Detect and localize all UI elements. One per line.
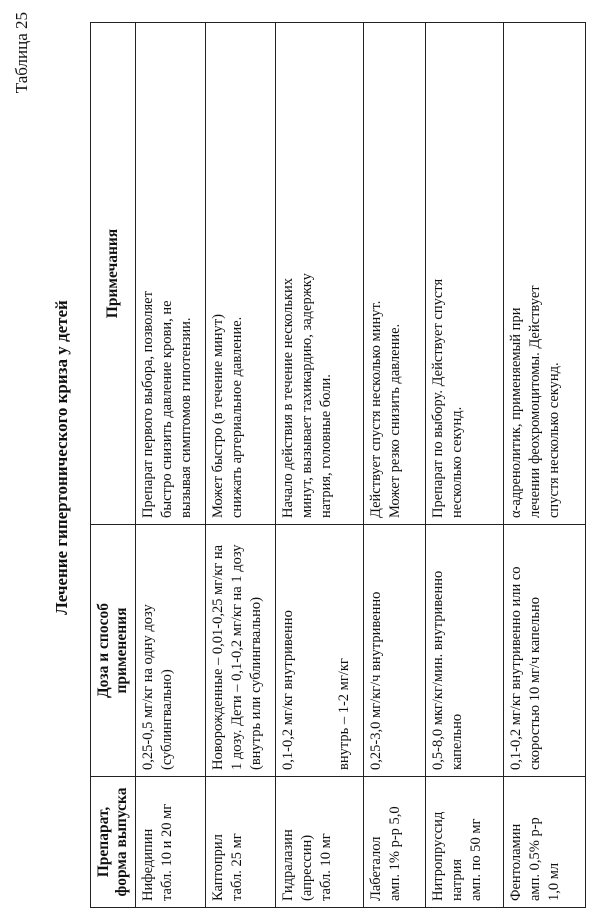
drug-form: табл. 10 мг — [317, 833, 334, 901]
notes-cell — [205, 23, 275, 525]
notes-line: Может быстро (в течение минут) — [209, 314, 226, 518]
notes-line: несколько секунд. — [448, 406, 465, 518]
notes-line: лечении феохромоцитомы. Действует — [526, 285, 543, 518]
drug-name: Лабеталол — [367, 836, 384, 901]
drug-name-cont: натрия — [448, 858, 465, 901]
notes-cell — [275, 23, 363, 525]
notes-line: Может резко снизить давление. — [386, 323, 403, 518]
drug-form: табл. 10 и 20 мг — [158, 803, 175, 901]
drug-form: амп. 0,5% р-р — [526, 817, 543, 901]
drug-cell — [425, 777, 503, 908]
table-header-row — [91, 23, 136, 908]
notes-line: натрия, головные боли. — [317, 374, 334, 518]
drug-name: Фентоламин — [507, 823, 524, 901]
dose-cell — [275, 525, 363, 777]
notes-line: минут, вызывает тахикардию, задержку — [298, 273, 315, 518]
notes-line: вызывая симптомов гипотензии. — [177, 317, 194, 518]
header-drug — [91, 777, 136, 908]
dose-line: 1 дозу. Дети – 0,1-0,2 мг/кг на 1 дозу — [228, 544, 245, 770]
table-number: Таблица 25 — [12, 12, 31, 94]
header-dose-line-1: Доза и способ — [95, 603, 112, 699]
notes-cell — [503, 23, 585, 525]
dose-cell — [503, 525, 585, 777]
dose-spacer — [298, 531, 336, 770]
dose-cell — [425, 525, 503, 777]
table-row — [275, 23, 363, 908]
notes-line: Препарат первого выбора, позволяет — [139, 291, 156, 518]
dose-line: 0,5-8,0 мкг/кг/мин. внутривенно — [429, 570, 446, 770]
notes-cell — [425, 23, 503, 525]
dose-line: Новорожденные – 0,01-0,25 мг/кг на — [209, 544, 226, 770]
dose-line: 0,25-0,5 мг/кг на одну дозу — [139, 604, 156, 770]
drug-name: Каптоприл — [209, 834, 226, 901]
dose-cell — [363, 525, 425, 777]
notes-line: быстро снизить давление крови, не — [158, 300, 175, 518]
table-title: Лечение гипертонического криза у детей — [52, 300, 71, 615]
drug-cell — [275, 777, 363, 908]
notes-line: α-адренолитик, применяемый при — [507, 307, 524, 518]
header-notes: Примечания — [91, 23, 136, 525]
drug-cell — [363, 777, 425, 908]
notes-line: Начало действия в течение нескольких — [279, 278, 296, 518]
header-dose-line-2: применения — [112, 607, 130, 694]
table-row — [135, 23, 205, 908]
table-row — [363, 23, 425, 908]
table-row — [503, 23, 585, 908]
dose-line: 0,1-0,2 мг/кг внутривенно — [279, 610, 296, 770]
dose-line: капельно — [448, 713, 465, 770]
header-drug-line-1: Препарат, — [95, 806, 112, 878]
drug-form-cont: 1,0 мл — [545, 862, 562, 901]
table-row — [205, 23, 275, 908]
drug-synonym: (апрессин) — [298, 834, 315, 901]
drug-form: амп. по 50 мг — [467, 818, 484, 901]
drug-cell — [205, 777, 275, 908]
dose-line: (сублингвально) — [158, 669, 175, 770]
table-row — [425, 23, 503, 908]
header-dose — [91, 525, 136, 777]
dose-line: 0,1-0,2 мг/кг внутривенно или со — [507, 566, 524, 770]
notes-cell — [135, 23, 205, 525]
notes-line: Препарат по выбору. Действует спустя — [429, 278, 446, 518]
drug-name: Гидралазин — [279, 829, 296, 901]
dose-line: скоростью 10 мг/ч капельно — [526, 596, 543, 770]
drug-name: Нифедипин — [139, 828, 156, 901]
dose-line: 0,25-3,0 мг/кг/ч внутривенно — [367, 591, 384, 770]
drug-form: табл. 25 мг — [228, 833, 245, 901]
drug-table — [90, 22, 586, 908]
dose-line: (внутрь или сублингвально) — [247, 597, 264, 770]
drug-name: Нитропруссид — [429, 811, 446, 901]
drug-cell — [135, 777, 205, 908]
drug-form: амп. 1% р-р 5,0 — [386, 806, 403, 901]
dose-cell — [205, 525, 275, 777]
header-drug-line-2: форма выпуска — [112, 787, 130, 897]
dose-cell — [135, 525, 205, 777]
notes-line: Действует спустя несколько минут. — [367, 300, 384, 518]
notes-line: снижать артериальное давление. — [228, 316, 245, 518]
notes-line: спустя несколько секунд. — [545, 362, 562, 518]
drug-cell — [503, 777, 585, 908]
dose-line: внутрь – 1-2 мг/кг — [336, 658, 353, 770]
notes-cell — [363, 23, 425, 525]
